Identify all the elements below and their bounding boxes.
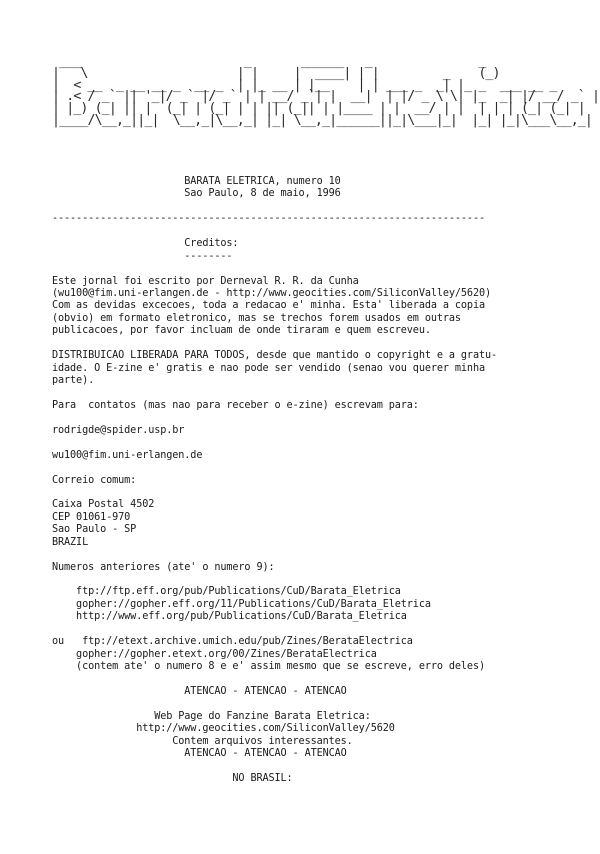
document-line: parte).: [52, 375, 95, 386]
document-line: Numeros anteriores (ate' o numero 9):: [52, 561, 275, 573]
document-body: [52, 176, 497, 785]
document-line: publicacoes, por favor incluam de onde tiraram e quem escreveu.: [52, 325, 431, 337]
document-line: Contem arquivos interessantes.: [52, 735, 353, 747]
document-line: [52, 698, 497, 710]
document-line: [52, 263, 497, 275]
document-line: idade. O E-zine e' gratis e nao pode ser vendido (senao vou querer minha: [52, 362, 485, 374]
document-line: http://www.eff.org/pub/Publications/CuD/Barata_Eletrica: [52, 611, 407, 623]
document-line: ATENCAO - ATENCAO - ATENCAO: [52, 685, 347, 697]
document-line: --------: [52, 250, 233, 262]
barata-eletrica-logo: ___ _ ______ _ _ | \ | | | ____| | | _ (_) | < __ _ __ __ _ __ _ | |_ __ | |__ | | ___ _ _| |_ _ ___ __ _ | .< / _` || '_|/ _` |/ _` | | __/ _`| | __| | |/ _ \ \| |_ _| |/ __/ _` | | |_) (_| || | (_| | (_| | | || (_|| | |____ | | __/ | | | | | (_| (_| | |____/\__,_||_| \__,_|\__,_| |_| \__,_|______||_|\___|_| |_| |_|\___\__,_|: [52, 54, 600, 128]
document-line: gopher://gopher.eff.org/11/Publications/CuD/Barata_Eletrica: [52, 598, 431, 610]
document-line: [52, 761, 497, 773]
document-line: [52, 549, 497, 561]
document-line: (obvio) em formato eletronico, mas se trechos forem usados em outras: [52, 312, 461, 324]
document-line: [52, 226, 497, 238]
document-line: rodrigde@spider.usp.br: [52, 424, 185, 436]
document-line: [52, 624, 497, 636]
document-line: Creditos:: [52, 238, 239, 250]
document-line: Este jornal foi escrito por Derneval R. R. da Cunha: [52, 275, 359, 287]
document-line: [52, 387, 497, 399]
document-line: Com as devidas excecoes, toda a redacao e' minha. Esta' liberada a copia: [52, 300, 485, 312]
document-line: ftp://ftp.eff.org/pub/Publications/CuD/Barata_Eletrica: [52, 586, 401, 598]
document-line: ou ftp://etext.archive.umich.edu/pub/Zines/BerataElectrica: [52, 636, 413, 648]
document-line: NO BRASIL:: [52, 773, 293, 784]
document-line: [52, 674, 497, 686]
document-line: Sao Paulo, 8 de maio, 1996: [52, 188, 341, 200]
document-line: BARATA ELETRICA, numero 10: [52, 176, 341, 187]
document-line: (wu100@fim.uni-erlangen.de - http://www.geocities.com/SiliconValley/5620): [52, 287, 491, 299]
document-line: DISTRIBUICAO LIBERADA PARA TODOS, desde que mantido o copyright e a gratu-: [52, 350, 497, 362]
document-line: wu100@fim.uni-erlangen.de: [52, 449, 203, 461]
document-line: [52, 487, 497, 499]
document-line: Correio comum:: [52, 474, 137, 486]
document-line: [52, 338, 497, 350]
document-line: CEP 01061-970: [52, 511, 131, 523]
document-line: BRAZIL: [52, 536, 89, 548]
document-line: Para contatos (mas nao para receber o e-zine) escrevam para:: [52, 399, 419, 411]
document-line: [52, 201, 497, 213]
document-line: ------------------------------------------------------------------------: [52, 213, 485, 225]
document-line: [52, 412, 497, 424]
document-line: [52, 574, 497, 586]
document-line: Sao Paulo - SP: [52, 524, 137, 536]
document-line: Caixa Postal 4502: [52, 499, 155, 511]
document-line: [52, 437, 497, 449]
document-line: ATENCAO - ATENCAO - ATENCAO: [52, 748, 347, 760]
document-line: (contem ate' o numero 8 e e' assim mesmo que se escreve, erro deles): [52, 661, 485, 673]
document-line: http://www.geocities.com/SiliconValley/5620: [52, 723, 395, 735]
document-line: gopher://gopher.etext.org/00/Zines/BerataElectrica: [52, 648, 377, 660]
document-line: Web Page do Fanzine Barata Eletrica:: [52, 710, 371, 722]
document-line: [52, 462, 497, 474]
